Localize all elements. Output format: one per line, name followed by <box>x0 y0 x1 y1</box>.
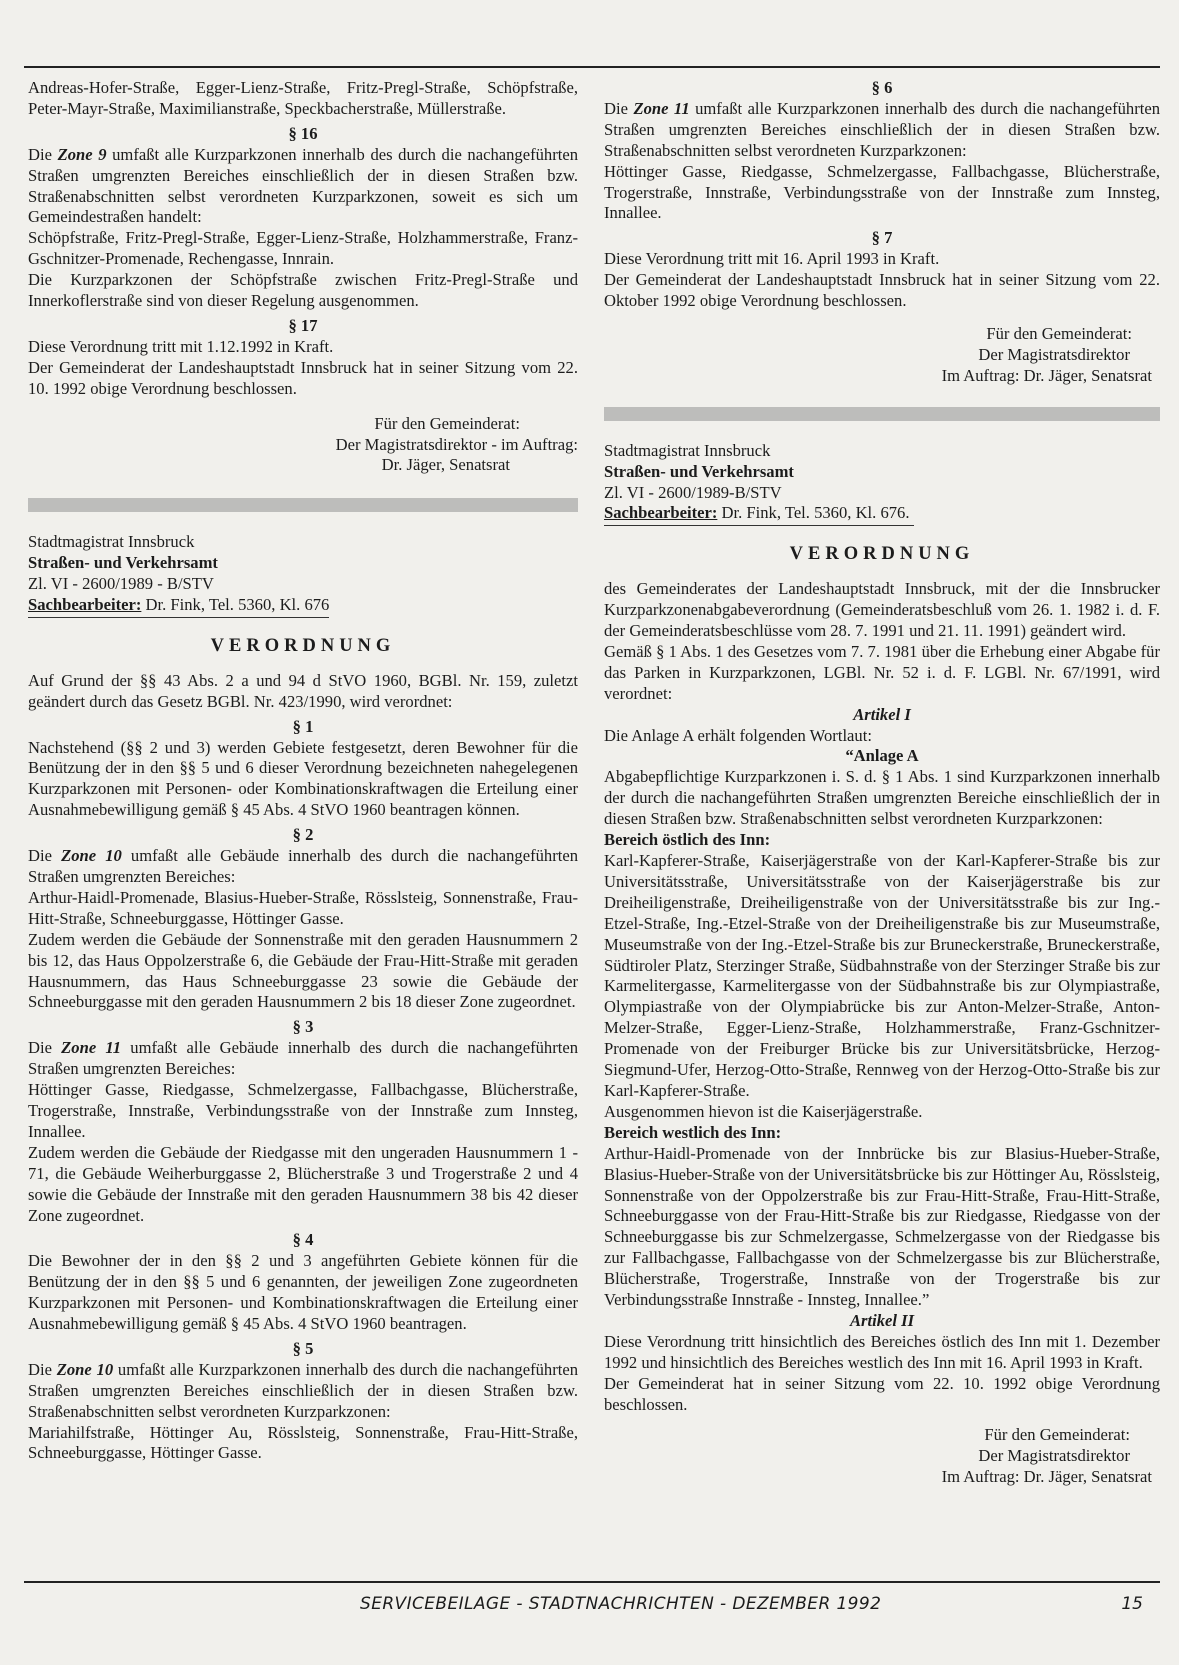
article-1-paragraph: Die Anlage A erhält folgenden Wortlaut: <box>604 725 872 745</box>
section-16-paragraph-2: Schöpfstraße, Fritz-Pregl-Straße, Egger-Lienz-Straße, Holzhammerstraße, Franz-Gschnitzer-Promenade, Rechengasse, Innrain. <box>28 228 578 269</box>
top-rule <box>24 66 1160 68</box>
case-officer <box>604 503 910 524</box>
annex-a-heading: “Anlage A <box>845 746 919 766</box>
text-span: Die <box>28 1359 57 1379</box>
article-2-heading: Artikel II <box>849 1310 915 1330</box>
section-3-heading: § 3 <box>292 1017 314 1037</box>
zone-label: Zone 11 <box>633 98 690 118</box>
case-officer <box>28 595 329 616</box>
signature-line: Für den Gemeinderat: <box>984 1425 1130 1445</box>
zone-label: Zone 11 <box>61 1038 122 1058</box>
text-span: Die <box>28 144 58 164</box>
text-span: umfaßt alle Kurzparkzonen innerhalb des durch die nachangeführten Straßen umgrenzten Bereiches einschließlich der in diesen Straßen bzw. Straßenabschnitten selbst verordneten Kurzparkzonen: <box>604 98 1161 160</box>
section-5-paragraph-2: Mariahilfstraße, Höttinger Au, Rösslsteig, Sonnenstraße, Frau-Hitt-Straße, Schneeburggasse, Höttinger Gasse. <box>28 1422 578 1463</box>
intro-paragraph: Andreas-Hofer-Straße, Egger-Lienz-Straße, Fritz-Pregl-Straße, Schöpfstraße, Peter-Mayr-Straße, Maximilianstraße, Speckbacherstraße, Müllerstraße. <box>28 78 578 118</box>
separator-bar <box>604 407 1160 421</box>
annex-a-paragraph: Abgabepflichtige Kurzparkzonen i. S. d. § 1 Abs. 1 sind Kurzparkzonen innerhalb der durch die nachangeführten Straßen umgrenzten Bereiche einschließlich der in diesen Straßen bzw. Straßenabschnitten selbst verordneten Kurzparkzonen: <box>604 767 1160 829</box>
section-4-paragraph: Die Bewohner der in den §§ 2 und 3 angeführten Gebiete können für die Benützung der in den §§ 5 und 6 genannten, der jeweiligen Zone zugeordneten Kurzparkzonen mit Personen- und Kombinationskraftwagen die Erteilung einer Ausnahmebewilligung gemäß § 45 Abs. 4 StVO 1960 beantragen. <box>28 1251 578 1334</box>
signature-line: Im Auftrag: Dr. Jäger, Senatsrat <box>941 1467 1152 1487</box>
section-7-paragraph-1: Diese Verordnung tritt mit 16. April 1993 in Kraft. <box>604 249 940 269</box>
text-span: umfaßt alle Kurzparkzonen innerhalb des durch die nachangeführten Straßen umgrenzten Bereiches einschließlich der in diesen Straßen bzw. Straßenabschnitten selbst verordneten Kurzparkzonen: <box>28 1359 579 1421</box>
case-officer-label: Sachbearbeiter: <box>28 595 142 615</box>
section-16-heading: § 16 <box>288 123 318 143</box>
section-6-heading: § 6 <box>871 78 893 97</box>
section-3-paragraph-3: Zudem werden die Gebäude der Riedgasse mit den ungeraden Hausnummern 1 - 71, die Gebäude Weiherburggasse 2, Blücherstraße 3 und Trogerstraße 2 und 4 sowie die Gebäude der Innstraße mit den geraden Hausnummern 38 bis 42 dieser Zone zugeordnet. <box>28 1142 578 1225</box>
signature-line: Dr. Jäger, Senatsrat <box>381 455 510 475</box>
section-6-paragraph-1 <box>604 99 1160 162</box>
section-5-paragraph-1 <box>28 1360 578 1423</box>
reference-number: Zl. VI - 2600/1989 - B/STV <box>28 574 214 594</box>
case-officer-value: Dr. Fink, Tel. 5360, Kl. 676 <box>141 595 330 615</box>
section-2-paragraph-3: Zudem werden die Gebäude der Sonnenstraße mit den geraden Hausnummern 2 bis 12, das Haus Oppolzerstraße 6, die Gebäude der Frau-Hitt-Straße mit geraden Hausnummern, das Haus Schneeburggasse 23 sowie die Gebäude der Schneeburggasse mit den geraden Hausnummern 2 bis 18 dieser Zone zugeordnet. <box>28 929 578 1012</box>
office-name: Stadtmagistrat Innsbruck <box>604 440 771 460</box>
signature-line: Der Magistratsdirektor - im Auftrag: <box>335 434 578 454</box>
section-3-paragraph-1 <box>28 1038 578 1080</box>
east-area-heading: Bereich östlich des Inn: <box>604 830 771 850</box>
east-area-exception: Ausgenommen hievon ist die Kaiserjägerstraße. <box>604 1101 923 1121</box>
document-title: VERORDNUNG <box>789 544 975 565</box>
section-16-paragraph-1 <box>28 145 578 229</box>
document-title: VERORDNUNG <box>210 635 396 656</box>
office-name: Stadtmagistrat Innsbruck <box>28 532 195 552</box>
text-span: umfaßt alle Gebäude innerhalb des durch die nachangeführten Straßen umgrenzten Bereiches: <box>28 846 579 886</box>
zone-label: Zone 9 <box>57 144 107 164</box>
section-2-paragraph-1 <box>28 846 578 888</box>
reference-number: Zl. VI - 2600/1989-B/STV <box>604 482 782 502</box>
page-number: 15 <box>1121 1594 1143 1614</box>
section-3-paragraph-2: Höttinger Gasse, Riedgasse, Schmelzergasse, Fallbachgasse, Blücherstraße, Trogerstraße, Innstraße, Verbindungsstraße von der Innstraße zum Innsteg, Innallee. <box>28 1080 578 1141</box>
text-span: Die <box>28 846 62 866</box>
section-2-paragraph-2: Arthur-Haidl-Promenade, Blasius-Hueber-Straße, Rösslsteig, Sonnenstraße, Frau-Hitt-Straße, Schneeburggasse, Höttinger Gasse. <box>28 887 578 928</box>
section-4-heading: § 4 <box>292 1230 314 1250</box>
article-1-heading: Artikel I <box>853 704 911 724</box>
separator-bar <box>28 498 578 512</box>
section-17-paragraph-2: Der Gemeinderat der Landeshauptstadt Innsbruck hat in seiner Sitzung vom 22. 10. 1992 obige Verordnung beschlossen. <box>28 357 578 398</box>
office-header <box>28 532 329 618</box>
case-officer-value: Dr. Fink, Tel. 5360, Kl. 676. <box>717 503 910 523</box>
department-name: Straßen- und Verkehrsamt <box>604 461 794 481</box>
case-officer-label: Sachbearbeiter: <box>604 503 718 523</box>
footer-publication: SERVICEBEILAGE - STADTNACHRICHTEN - DEZEMBER 1992 <box>360 1594 882 1614</box>
section-5-heading: § 5 <box>292 1338 314 1358</box>
legal-basis-paragraph: Gemäß § 1 Abs. 1 des Gesetzes vom 7. 7. 1981 über die Erhebung einer Abgabe für das Parken in Kurzparkzonen, LGBl. Nr. 52 i. d. F. LGBl. Nr. 67/1991, wird verordnet: <box>604 641 1160 703</box>
signature-line: Im Auftrag: Dr. Jäger, Senatsrat <box>941 365 1152 385</box>
signature-line: Für den Gemeinderat: <box>374 413 520 433</box>
text-span: Die <box>604 98 634 118</box>
section-1-heading: § 1 <box>292 716 314 736</box>
office-header <box>604 441 914 527</box>
west-area-heading: Bereich westlich des Inn: <box>604 1122 782 1142</box>
page-footer <box>0 1594 1179 1620</box>
zone-label: Zone 10 <box>61 846 122 866</box>
text-span: Die <box>28 1038 62 1058</box>
left-column <box>28 78 578 1464</box>
section-17-heading: § 17 <box>288 315 318 335</box>
section-6-paragraph-2: Höttinger Gasse, Riedgasse, Schmelzergasse, Fallbachgasse, Blücherstraße, Trogerstraße, Innstraße, Verbindungsstraße von der Innstraße zum Innsteg, Innallee. <box>604 161 1160 223</box>
section-7-paragraph-2: Der Gemeinderat der Landeshauptstadt Innsbruck hat in seiner Sitzung vom 22. Oktober 1992 obige Verordnung beschlossen. <box>604 270 1160 311</box>
signature-line: Für den Gemeinderat: <box>986 323 1132 343</box>
section-1-paragraph: Nachstehend (§§ 2 und 3) werden Gebiete festgesetzt, deren Bewohner für die Benützung der in den §§ 5 und 6 dieser Verordnung bezeichneten nahegelegenen Kurzparkzonen mit Personen- oder Kombinationskraftwagen die Erteilung einer Ausnahmebewilligung gemäß § 45 Abs. 4 StVO 1960 beantragen können. <box>28 737 578 820</box>
zone-label: Zone 10 <box>56 1359 114 1379</box>
section-16-paragraph-3: Die Kurzparkzonen der Schöpfstraße zwischen Fritz-Pregl-Straße und Innerkoflerstraße sind von dieser Regelung ausgenommen. <box>28 270 578 311</box>
section-2-heading: § 2 <box>292 825 314 845</box>
article-2-paragraph-2: Der Gemeinderat hat in seiner Sitzung vom 22. 10. 1992 obige Verordnung beschlossen. <box>604 1373 1160 1414</box>
right-column <box>604 78 1160 1488</box>
section-17-paragraph-1: Diese Verordnung tritt mit 1.12.1992 in Kraft. <box>28 336 334 356</box>
preamble: Auf Grund der §§ 43 Abs. 2 a und 94 d StVO 1960, BGBl. Nr. 159, zuletzt geändert durch das Gesetz BGBl. Nr. 423/1990, wird verordnet: <box>28 670 578 711</box>
signature-line: Der Magistratsdirektor <box>978 1446 1130 1466</box>
department-name: Straßen- und Verkehrsamt <box>28 553 218 573</box>
east-area-paragraph: Karl-Kapferer-Straße, Kaiserjägerstraße von der Karl-Kapferer-Straße bis zur Universitätsstraße, Universitätsstraße von der Kaiserjägerstraße bis zur Dreiheiligenstraße, Dreiheiligenstraße von der Universitätsstraße bis zur Ing.-Etzel-Straße, Ing.-Etzel-Straße von der Dreiheiligenstraße bis zur Museumstraße, Museumstraße von der Ing.-Etzel-Straße bis zur Bruneckerstraße, Bruneckerstraße, Südtiroler Platz, Sterzinger Straße, Südbahnstraße von der Sterzinger Straße bis zur Karmelitergasse, Karmelitergasse von der Südbahnstraße bis zur Olympiastraße, Olympiastraße von der Olympiabrücke bis zur Anton-Melzer-Straße, Anton-Melzer-Straße, Egger-Lienz-Straße, Holzhammerstraße, Franz-Gschnitzer-Promenade von der Freiburger Brücke bis zur Universitätsbrücke, Herzog-Siegmund-Ufer, Herzog-Otto-Straße, Rennweg von der Herzog-Otto-Straße bis zur Karl-Kapferer-Straße. <box>604 851 1160 1100</box>
signature-line: Der Magistratsdirektor <box>978 344 1130 364</box>
intro-paragraph: des Gemeinderates der Landeshauptstadt Innsbruck, mit der die Innsbrucker Kurzparkzonenabgabeverordnung (Gemeinderatsbeschluß vom 26. 1. 1982 i. d. F. der Gemeinderatsbeschlüsse vom 28. 7. 1991 und 21. 11. 1991) geändert wird. <box>604 579 1160 641</box>
article-2-paragraph-1: Diese Verordnung tritt hinsichtlich des Bereiches östlich des Inn mit 1. Dezember 1992 und hinsichtlich des Bereiches westlich des Inn mit 16. April 1993 in Kraft. <box>604 1331 1160 1372</box>
text-span: umfaßt alle Gebäude innerhalb des durch die nachangeführten Straßen umgrenzten Bereiches: <box>28 1038 579 1079</box>
section-7-heading: § 7 <box>871 228 893 248</box>
text-span: umfaßt alle Kurzparkzonen innerhalb des durch die nachangeführten Straßen umgrenzten Bereiches einschließlich der in diesen Straßen bzw. Straßenabschnitten selbst verordneten Kurzparkzonen, soweit es sich um Gemeindestraßen handelt: <box>28 144 578 227</box>
west-area-paragraph: Arthur-Haidl-Promenade von der Innbrücke bis zur Blasius-Hueber-Straße, Blasius-Hueber-Straße von der Universitätsbrücke bis zur Höttinger Au, Rösslsteig, Sonnenstraße von der Oppolzerstraße bis zur Frau-Hitt-Straße, Frau-Hitt-Straße, Schneeburggasse von der Frau-Hitt-Straße bis zur Riedgasse, Riedgasse von der Schneeburggasse bis zur Schmelzergasse, Schmelzergasse von der Riedgasse bis zur Fallbachgasse, Fallbachgasse von der Schmelzergasse bis zur Blücherstraße, Blücherstraße, Trogerstraße, Innstraße von der Trogerstraße bis zur Verbindungsstraße Innstraße - Innsteg, Innallee.” <box>604 1143 1160 1310</box>
bottom-rule <box>24 1581 1160 1583</box>
